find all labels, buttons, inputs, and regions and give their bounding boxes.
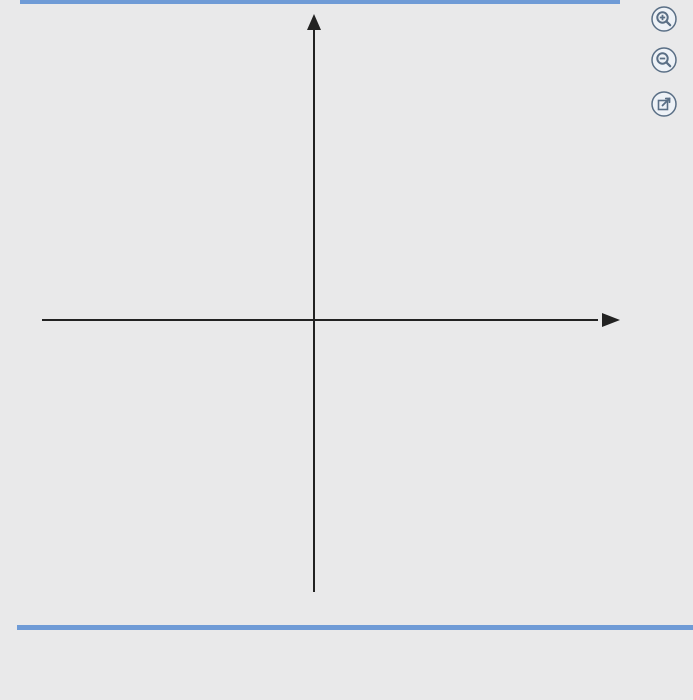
axes: [42, 14, 620, 592]
x-axis-arrow-icon: [602, 313, 620, 327]
y-axis-arrow-icon: [307, 14, 321, 30]
graph-toolbar: [651, 0, 681, 130]
open-external-icon: [651, 91, 677, 117]
bottom-accent-bar: [17, 625, 693, 630]
zoom-out-icon: [651, 47, 677, 73]
zoom-in-icon: [651, 6, 677, 32]
open-external-button[interactable]: [651, 91, 677, 117]
zoom-out-button[interactable]: [651, 47, 677, 73]
zoom-in-button[interactable]: [651, 6, 677, 32]
